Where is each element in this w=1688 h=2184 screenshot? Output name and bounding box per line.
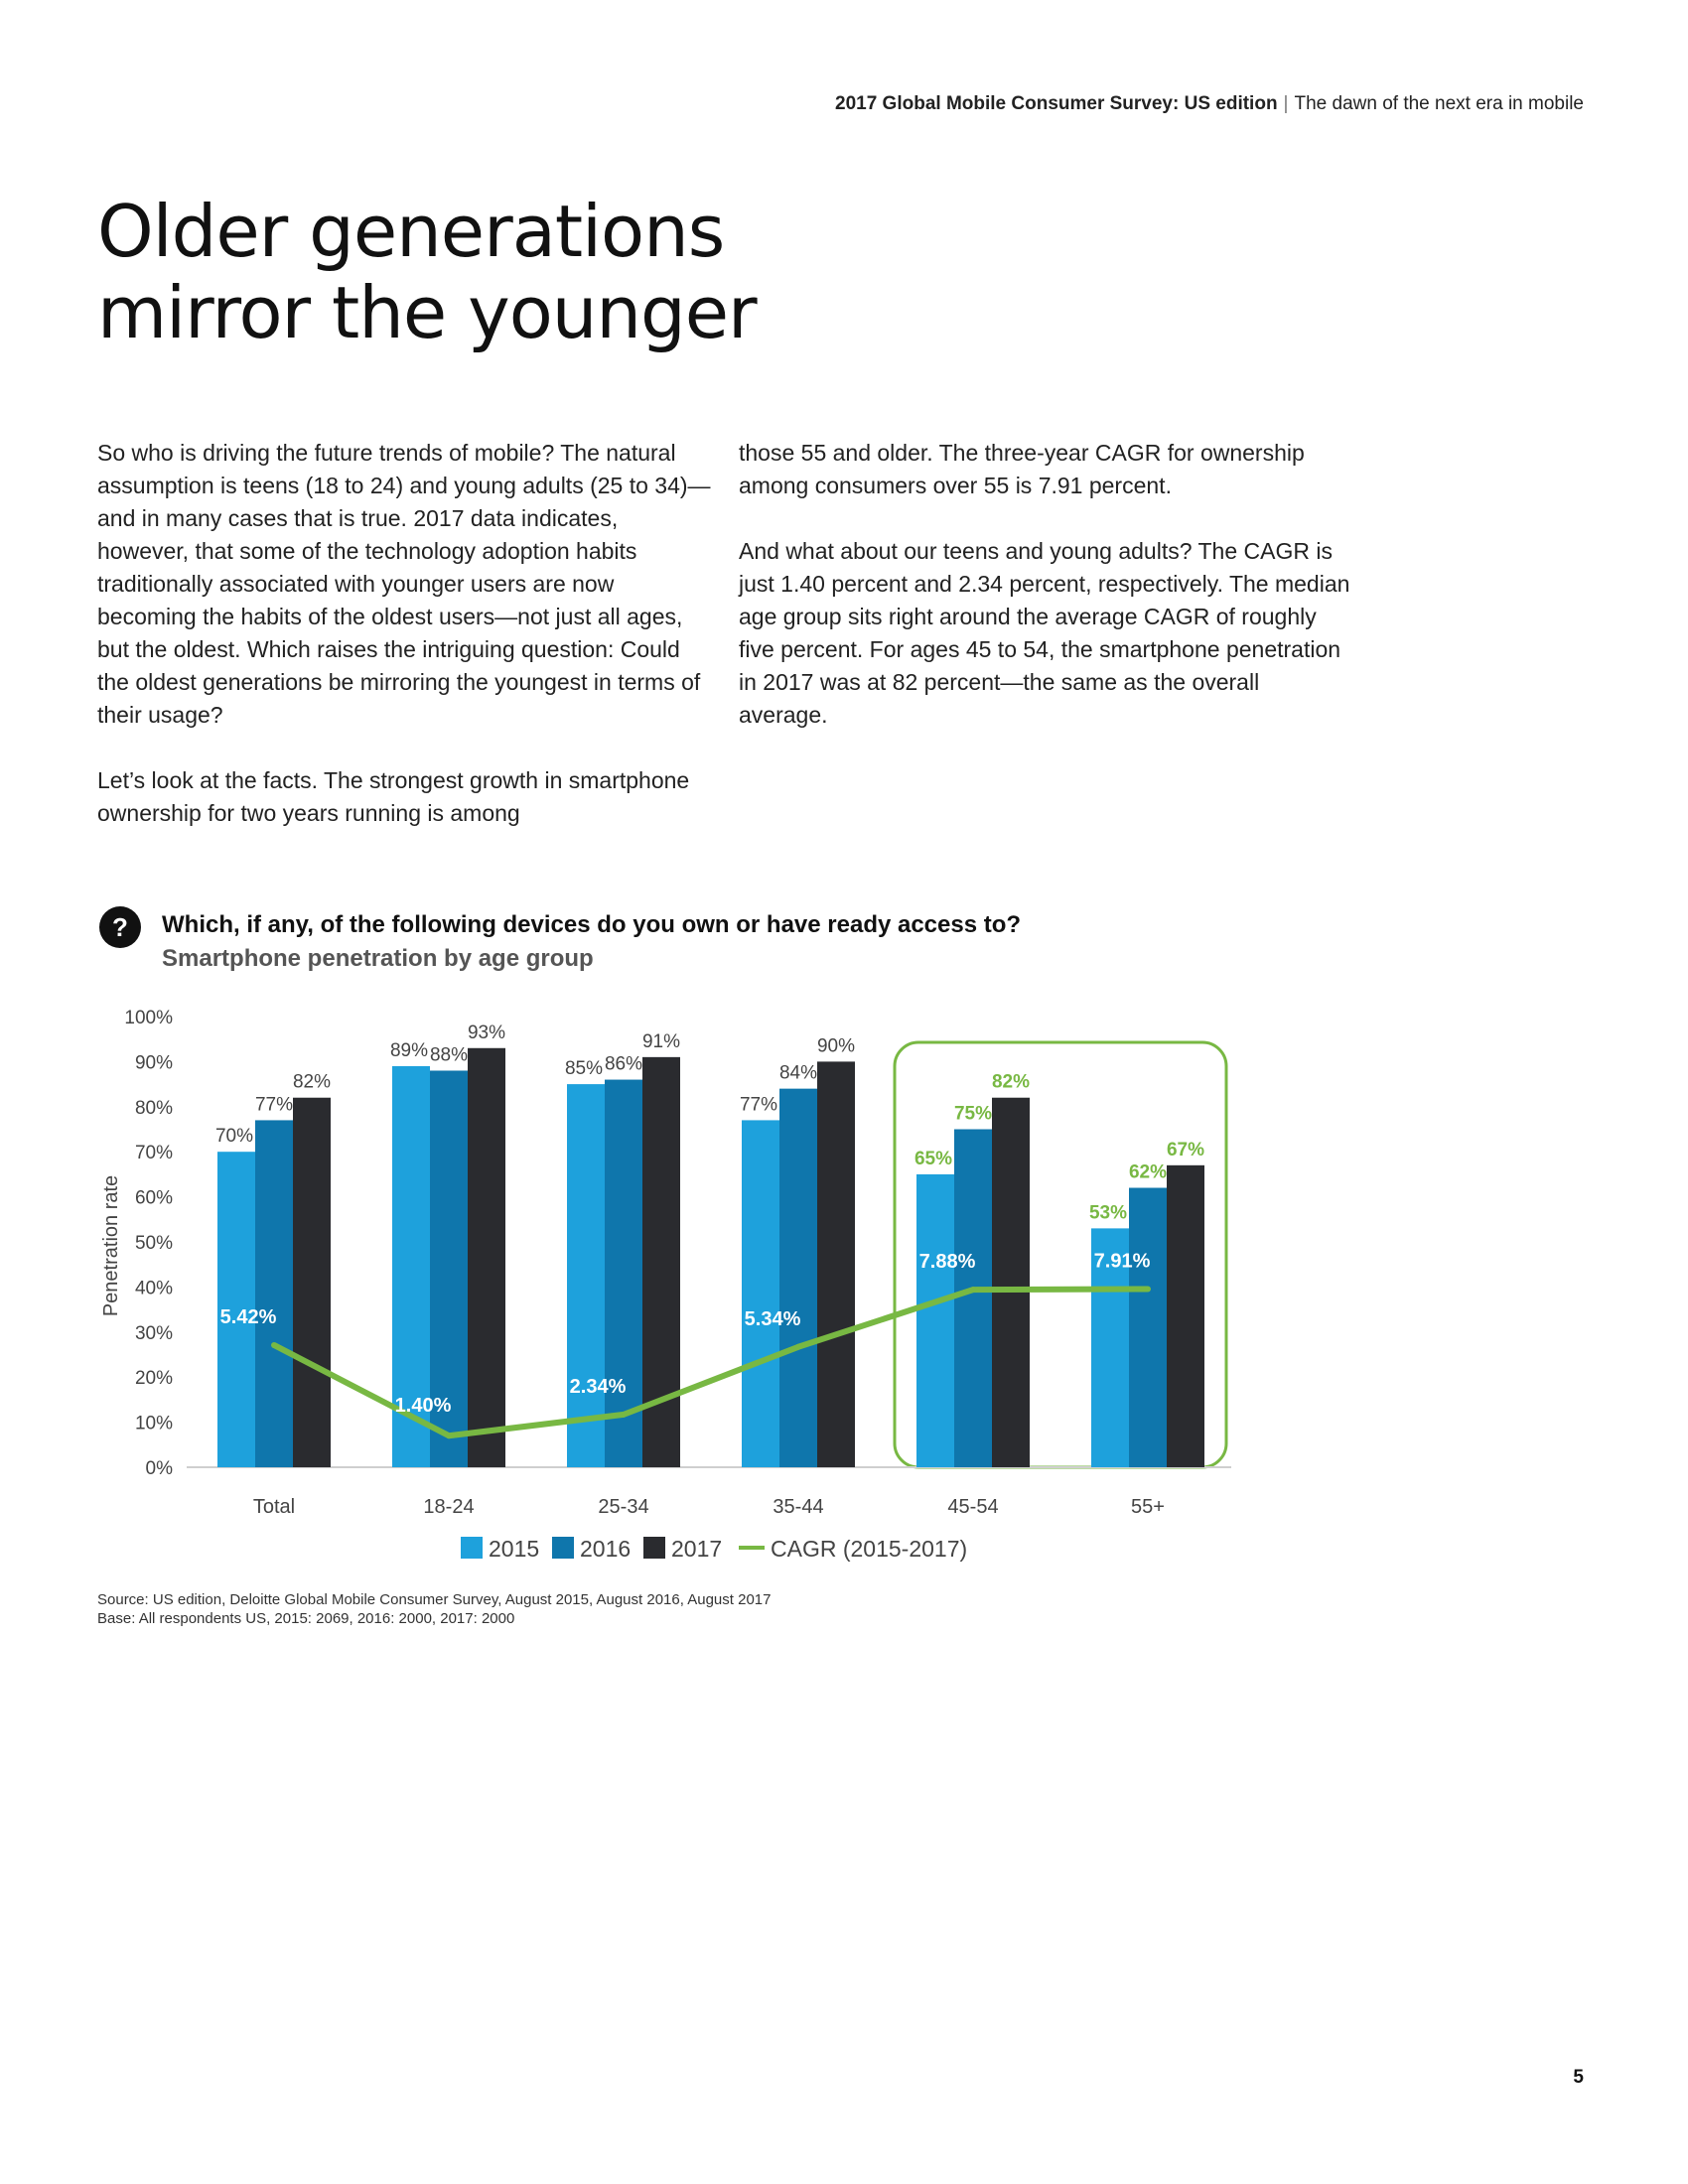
y-tick-label: 50% — [134, 1233, 173, 1254]
bar-value-label: 89% — [389, 1039, 428, 1061]
page-title-line-1: Older generations — [97, 190, 725, 273]
chart-subtitle: Smartphone penetration by age group — [162, 945, 594, 972]
cagr-point — [795, 1344, 801, 1350]
question-mark-icon: ? — [99, 906, 141, 948]
y-axis-label: Penetration rate — [100, 1174, 122, 1317]
source-line: Source: US edition, Deloitte Global Mobile Consumer Survey, August 2015, August 2016, August 2017 — [97, 1591, 772, 1608]
bar-value-label: 62% — [1128, 1161, 1168, 1183]
body-paragraph: Let’s look at the facts. The strongest growth in smartphone ownership for two years running is among — [97, 767, 690, 826]
y-tick-label: 20% — [134, 1368, 173, 1390]
y-tick-label: 60% — [134, 1187, 173, 1209]
x-tick-label: 45-54 — [947, 1496, 999, 1518]
legend-swatch-2015 — [461, 1537, 483, 1559]
y-tick-label: 70% — [134, 1143, 173, 1164]
bar-value-label: 70% — [214, 1126, 253, 1148]
legend-swatch-2017 — [643, 1537, 665, 1559]
cagr-point — [621, 1412, 627, 1418]
legend-label: 2015 — [489, 1536, 540, 1562]
bar-2016-35-44 — [779, 1089, 817, 1467]
bar-value-label: 88% — [429, 1044, 469, 1066]
cagr-point — [1145, 1286, 1151, 1292]
header-subtitle: The dawn of the next era in mobile — [1294, 93, 1584, 114]
body-paragraph: those 55 and older. The three-year CAGR for ownership among consumers over 55 is 7.91 percent. — [739, 440, 1305, 498]
x-tick-label: Total — [252, 1496, 296, 1518]
bar-2017-18-24 — [468, 1048, 505, 1467]
base-line: Base: All respondents US, 2015: 2069, 2016: 2000, 2017: 2000 — [97, 1610, 515, 1627]
bar-value-label: 91% — [641, 1030, 681, 1052]
x-tick-label: 35-44 — [773, 1496, 824, 1518]
bar-value-label: 75% — [953, 1103, 993, 1125]
body-paragraph: And what about our teens and young adults? The CAGR is just 1.40 percent and 2.34 percent, respectively. The median age group sits right around the average CAGR of roughly five percent. For ages 45 to 54, the smartphone penetration in 2017 was at 82 percent—the same as the overall average. — [739, 538, 1350, 728]
bar-2015-45-54 — [916, 1174, 954, 1467]
cagr-value-label: 7.88% — [918, 1251, 976, 1274]
cagr-value-label: 5.42% — [219, 1305, 277, 1328]
survey-question: Which, if any, of the following devices do you own or have ready access to? — [162, 911, 1022, 938]
y-tick-label: 100% — [124, 1008, 173, 1028]
bar-value-label: 82% — [991, 1071, 1031, 1093]
bar-value-label: 65% — [914, 1148, 952, 1169]
page-title-line-2: mirror the younger — [97, 271, 757, 354]
cagr-point — [970, 1287, 976, 1293]
legend-label: CAGR (2015-2017) — [771, 1536, 968, 1562]
header-report-title: 2017 Global Mobile Consumer Survey: US edition — [835, 93, 1278, 114]
cagr-value-label: 1.40% — [394, 1395, 452, 1418]
bar-2015-25-34 — [567, 1084, 605, 1467]
bar-value-label: 67% — [1166, 1139, 1205, 1160]
bar-2017-Total — [293, 1098, 331, 1467]
bar-2017-55+ — [1167, 1165, 1204, 1467]
header-separator: | — [1283, 93, 1289, 114]
bar-value-label: 82% — [292, 1071, 332, 1093]
y-tick-label: 0% — [145, 1458, 173, 1479]
y-tick-label: 10% — [134, 1413, 173, 1434]
cagr-value-label: 5.34% — [744, 1307, 801, 1330]
cagr-point — [446, 1433, 452, 1438]
body-paragraph: So who is driving the future trends of mobile? The natural assumption is teens (18 to 24) and young adults (25 to 34)—and in many cases that is true. 2017 data indicates, however, that some of the technology adoption habits traditionally associated with younger users are now becoming the habits of the oldest users—not just all ages, but the oldest. Which raises the intriguing question: Could the oldest generations be mirroring the youngest in terms of their usage? — [97, 440, 711, 728]
bar-value-label: 53% — [1088, 1202, 1127, 1224]
bar-2017-45-54 — [992, 1098, 1030, 1467]
legend-label: 2016 — [580, 1536, 632, 1562]
bar-value-label: 85% — [564, 1058, 603, 1080]
page-number: 5 — [1573, 2067, 1584, 2088]
bar-value-label: 84% — [778, 1062, 818, 1084]
cagr-point — [271, 1342, 277, 1348]
source-note — [97, 1590, 771, 1628]
bar-2016-45-54 — [954, 1130, 992, 1468]
bar-2016-55+ — [1129, 1188, 1167, 1467]
x-tick-label: 55+ — [1131, 1496, 1165, 1518]
bar-value-label: 93% — [467, 1022, 506, 1043]
bar-value-label: 86% — [604, 1053, 643, 1075]
x-tick-label: 18-24 — [423, 1496, 475, 1518]
legend-label: 2017 — [671, 1536, 723, 1562]
legend-swatch-2016 — [552, 1537, 574, 1559]
y-tick-label: 40% — [134, 1278, 173, 1299]
bar-2016-Total — [255, 1120, 293, 1467]
y-tick-label: 30% — [134, 1322, 173, 1344]
bar-value-label: 90% — [816, 1035, 856, 1057]
cagr-value-label: 7.91% — [1093, 1250, 1151, 1273]
cagr-value-label: 2.34% — [569, 1375, 627, 1398]
bar-2017-35-44 — [817, 1061, 855, 1467]
bar-value-label: 77% — [254, 1094, 294, 1116]
bar-2015-35-44 — [742, 1120, 779, 1467]
bar-value-label: 77% — [739, 1094, 777, 1116]
y-tick-label: 80% — [134, 1097, 173, 1119]
x-tick-label: 25-34 — [598, 1496, 649, 1518]
y-tick-label: 90% — [134, 1052, 173, 1074]
